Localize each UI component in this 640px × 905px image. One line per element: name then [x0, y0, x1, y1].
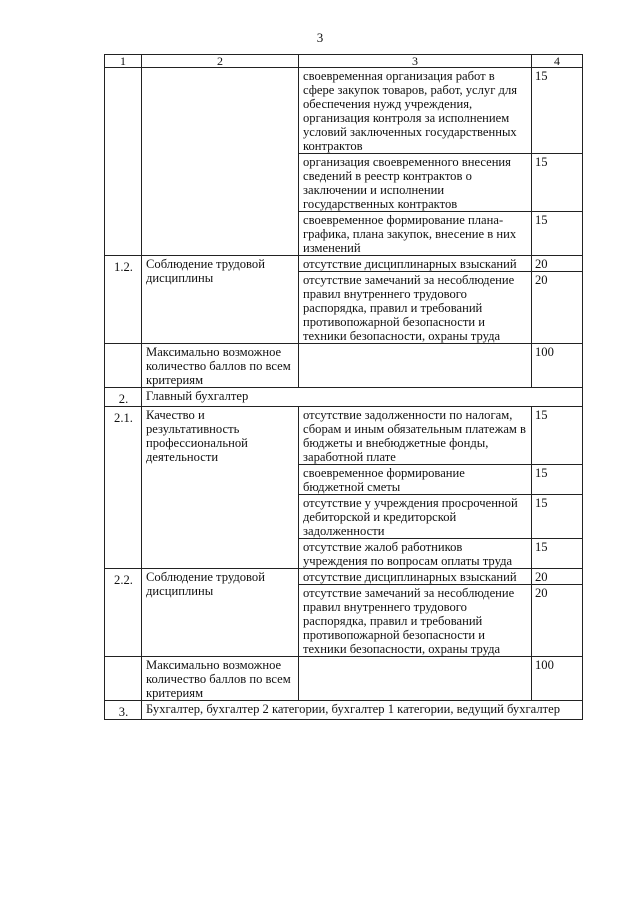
section-title: Главный бухгалтер — [142, 388, 583, 407]
indicator-cell: отсутствие задолженности по налогам, сборам и иным обязательным платежам в бюджеты и внебюджетные фонды, заработной плате — [299, 407, 532, 465]
indicator-cell: отсутствие у учреждения просроченной дебиторской и кредиторской задолженности — [299, 495, 532, 539]
section-row — [105, 388, 583, 407]
criterion-cell: Качество и результативность профессиональной деятельности — [142, 407, 299, 569]
points-cell: 15 — [532, 495, 583, 539]
indicator-cell: отсутствие замечаний за несоблюдение правил внутреннего трудового распорядка, правил и требований противопожарной безопасности и техники безопасности, охраны труда — [299, 272, 532, 344]
max-score-label: Максимально возможное количество баллов по всем критериям — [142, 344, 299, 388]
max-score-label: Максимально возможное количество баллов по всем критериям — [142, 657, 299, 701]
column-number: 4 — [532, 55, 583, 68]
points-cell: 15 — [532, 154, 583, 212]
indicator-cell: своевременная организация работ в сфере закупок товаров, работ, услуг для обеспечения нужд учреждения, организация контроля за исполнением условий заключенных государственных контрактов — [299, 68, 532, 154]
column-number: 1 — [105, 55, 142, 68]
table-row — [105, 68, 583, 154]
empty-cell — [299, 657, 532, 701]
item-number: 2.1. — [105, 407, 142, 569]
section-title: Бухгалтер, бухгалтер 2 категории, бухгалтер 1 категории, ведущий бухгалтер — [142, 701, 583, 720]
table-row — [105, 569, 583, 585]
column-number: 2 — [142, 55, 299, 68]
indicator-cell: отсутствие замечаний за несоблюдение правил внутреннего трудового распорядка, правил и требований противопожарной безопасности и техники безопасности, охраны труда — [299, 585, 532, 657]
column-number-row — [105, 55, 583, 68]
empty-cell — [105, 344, 142, 388]
indicator-cell: своевременное формирование бюджетной сметы — [299, 465, 532, 495]
max-score-value: 100 — [532, 344, 583, 388]
table-row — [105, 407, 583, 465]
points-cell: 15 — [532, 212, 583, 256]
section-number: 2. — [105, 388, 142, 407]
page-number: 3 — [316, 30, 324, 45]
table-row — [105, 657, 583, 701]
column-number: 3 — [299, 55, 532, 68]
item-number: 1.2. — [105, 256, 142, 344]
points-cell: 15 — [532, 465, 583, 495]
indicator-cell: отсутствие жалоб работников учреждения по вопросам оплаты труда — [299, 539, 532, 569]
item-number: 2.2. — [105, 569, 142, 657]
points-cell: 15 — [532, 407, 583, 465]
points-cell: 20 — [532, 585, 583, 657]
criterion-cell: Соблюдение трудовой дисциплины — [142, 569, 299, 657]
empty-cell — [142, 68, 299, 256]
table-row — [105, 344, 583, 388]
section-number: 3. — [105, 701, 142, 720]
indicator-cell: отсутствие дисциплинарных взысканий — [299, 256, 532, 272]
criteria-table — [104, 54, 583, 720]
points-cell: 20 — [532, 569, 583, 585]
indicator-cell: своевременное формирование плана-графика, плана закупок, внесение в них изменений — [299, 212, 532, 256]
points-cell: 20 — [532, 256, 583, 272]
empty-cell — [105, 68, 142, 256]
indicator-cell: отсутствие дисциплинарных взысканий — [299, 569, 532, 585]
indicator-cell: организация своевременного внесения сведений в реестр контрактов о заключении и исполнении государственных контрактов — [299, 154, 532, 212]
points-cell: 15 — [532, 68, 583, 154]
section-row — [105, 701, 583, 720]
points-cell: 20 — [532, 272, 583, 344]
empty-cell — [105, 657, 142, 701]
empty-cell — [299, 344, 532, 388]
points-cell: 15 — [532, 539, 583, 569]
table-row — [105, 256, 583, 272]
max-score-value: 100 — [532, 657, 583, 701]
criterion-cell: Соблюдение трудовой дисциплины — [142, 256, 299, 344]
